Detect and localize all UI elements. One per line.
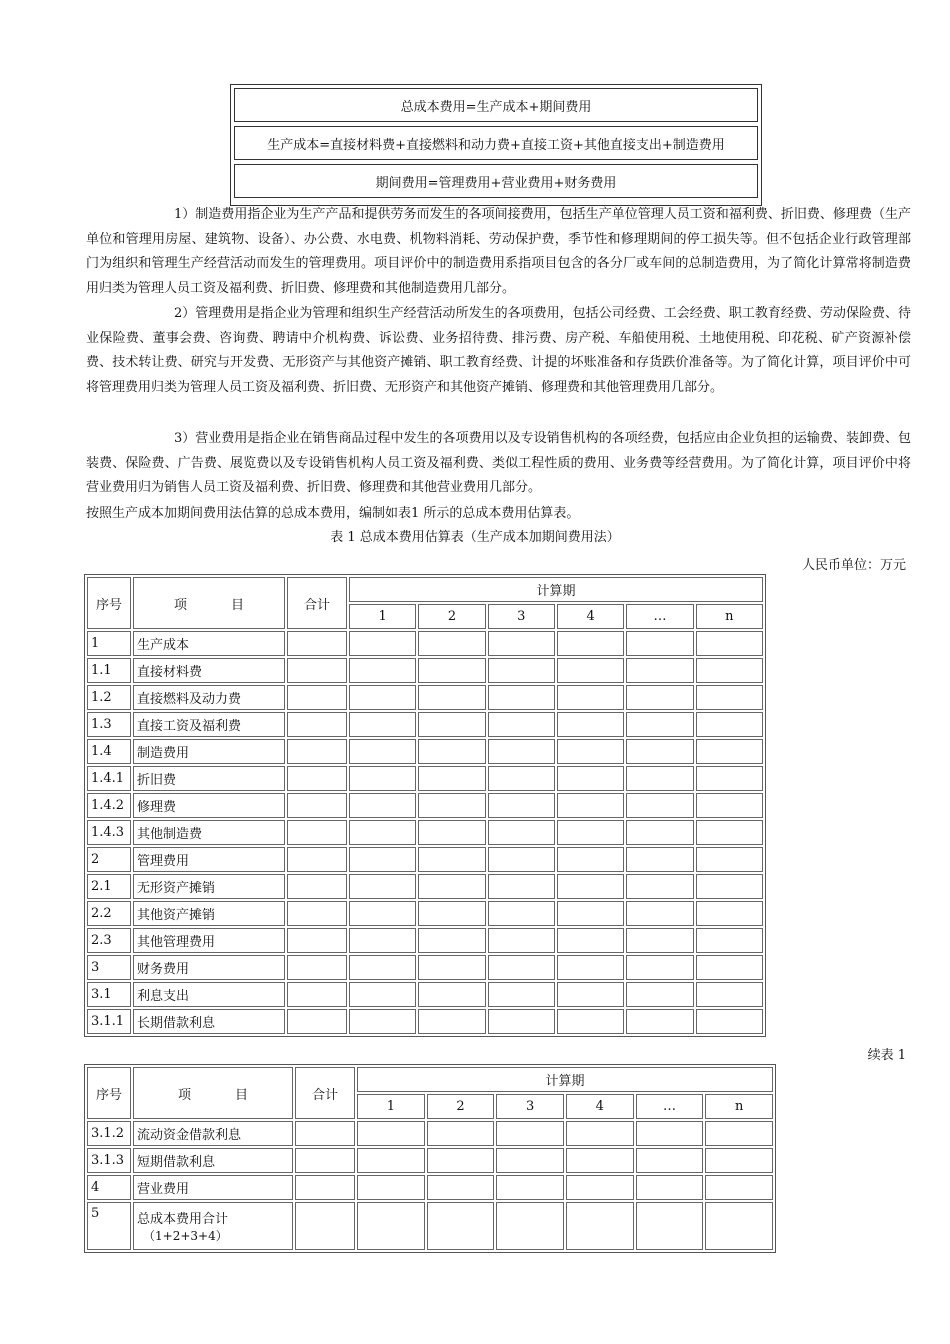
row-period-cell — [557, 658, 624, 683]
table-row — [87, 928, 763, 953]
paragraph-table-intro: 按照生产成本加期间费用法估算的总成本费用，编制如表1 所示的总成本费用估算表。 — [86, 506, 580, 521]
row-period-cell — [626, 982, 693, 1007]
row-period-cell — [349, 928, 416, 953]
row-period-cell — [418, 1009, 485, 1034]
header-period-col: 3 — [496, 1094, 564, 1119]
row-item: 折旧费 — [133, 766, 285, 791]
row-period-cell — [696, 820, 763, 845]
row-item: 利息支出 — [133, 982, 285, 1007]
row-item: 管理费用 — [133, 847, 285, 872]
row-period-cell — [488, 982, 555, 1007]
row-total-cell — [287, 901, 347, 926]
header-item: 项 目 — [133, 577, 285, 629]
table-row — [87, 1175, 773, 1200]
row-period-cell — [626, 631, 693, 656]
row-total-cell — [287, 739, 347, 764]
formula-period-cost: 期间费用=管理费用+营业费用+财务费用 — [234, 164, 758, 198]
row-period-cell — [696, 955, 763, 980]
row-period-cell — [496, 1175, 564, 1200]
table-row — [87, 874, 763, 899]
row-period-cell — [626, 928, 693, 953]
unit-label: 人民币单位：万元 — [801, 558, 906, 573]
row-total-cell — [287, 685, 347, 710]
row-total-cell — [287, 820, 347, 845]
row-period-cell — [626, 766, 693, 791]
row-seq: 2 — [87, 847, 131, 872]
row-total-cell — [295, 1202, 355, 1250]
row-item: 其他管理费用 — [133, 928, 285, 953]
row-period-cell — [626, 793, 693, 818]
row-period-cell — [626, 739, 693, 764]
row-period-cell — [696, 631, 763, 656]
row-period-cell — [488, 793, 555, 818]
row-period-cell — [488, 631, 555, 656]
row-item: 无形资产摊销 — [133, 874, 285, 899]
row-seq: 4 — [87, 1175, 131, 1200]
row-period-cell — [636, 1121, 704, 1146]
row-seq: 2.1 — [87, 874, 131, 899]
table-row — [87, 658, 763, 683]
table-row — [87, 1009, 763, 1034]
row-period-cell — [626, 847, 693, 872]
row-seq: 3.1 — [87, 982, 131, 1007]
formula-box — [230, 84, 762, 206]
row-total-cell — [287, 955, 347, 980]
header-period-col: 3 — [488, 604, 555, 629]
row-seq: 1 — [87, 631, 131, 656]
row-period-cell — [418, 631, 485, 656]
row-period-cell — [557, 685, 624, 710]
row-period-cell — [418, 739, 485, 764]
row-period-cell — [626, 820, 693, 845]
row-period-cell — [349, 658, 416, 683]
header-period-col: … — [626, 604, 693, 629]
row-period-cell — [418, 685, 485, 710]
table-row — [87, 1202, 773, 1250]
row-period-cell — [349, 901, 416, 926]
row-period-cell — [557, 847, 624, 872]
table-row — [87, 982, 763, 1007]
table-caption: 表 1 总成本费用估算表（生产成本加期间费用法） — [330, 530, 620, 545]
row-period-cell — [488, 874, 555, 899]
row-item — [133, 1202, 293, 1250]
row-period-cell — [696, 793, 763, 818]
row-period-cell — [557, 739, 624, 764]
row-item: 短期借款利息 — [133, 1148, 293, 1173]
row-period-cell — [418, 928, 485, 953]
row-period-cell — [696, 658, 763, 683]
row-total-cell — [287, 793, 347, 818]
row-period-cell — [705, 1175, 773, 1200]
table-row — [87, 685, 763, 710]
header-period-col: 2 — [427, 1094, 495, 1119]
table-row — [87, 631, 763, 656]
row-period-cell — [636, 1175, 704, 1200]
row-item: 流动资金借款利息 — [133, 1121, 293, 1146]
row-period-cell — [488, 685, 555, 710]
row-period-cell — [357, 1202, 425, 1250]
row-period-cell — [566, 1121, 634, 1146]
cost-estimate-table-continued — [84, 1064, 776, 1253]
row-period-cell — [488, 712, 555, 737]
paragraph-management-cost: 2）管理费用是指企业为管理和组织生产经营活动所发生的各项费用，包括公司经费、工会经费、职工教育经费、劳动保险费、待业保险费、董事会费、咨询费、聘请中介机构费、诉讼费、业务招待费、排污费、房产税、车船使用税、土地使用税、印花税、矿产资源补偿费、技术转让费、研究与开发费、无形资产与其他资产摊销、职工教育经费、计提的坏账准备和存货跌价准备等。为了简化计算，项目评价中可将管理费用归类为管理人员工资及福利费、折旧费、无形资产和其他资产摊销、修理费和其他管理费用几部分。 — [86, 306, 911, 395]
row-period-cell — [696, 685, 763, 710]
row-period-cell — [496, 1148, 564, 1173]
row-total-cell — [287, 847, 347, 872]
row-item: 长期借款利息 — [133, 1009, 285, 1034]
row-period-cell — [418, 982, 485, 1007]
row-period-cell — [418, 793, 485, 818]
header-period: 计算期 — [357, 1067, 773, 1092]
row-period-cell — [418, 658, 485, 683]
row-period-cell — [357, 1148, 425, 1173]
row-period-cell — [357, 1121, 425, 1146]
header-total: 合计 — [295, 1067, 355, 1119]
row-seq: 3.1.3 — [87, 1148, 131, 1173]
row-total-cell — [287, 631, 347, 656]
row-period-cell — [427, 1121, 495, 1146]
row-total-cell — [287, 658, 347, 683]
table-row — [87, 739, 763, 764]
row-period-cell — [557, 1009, 624, 1034]
row-total-cell — [287, 766, 347, 791]
row-item: 营业费用 — [133, 1175, 293, 1200]
row-total-cell — [295, 1175, 355, 1200]
row-period-cell — [349, 793, 416, 818]
row-period-cell — [488, 766, 555, 791]
table-row — [87, 712, 763, 737]
row-period-cell — [696, 847, 763, 872]
row-item-label: 总成本费用合计 — [137, 1212, 229, 1227]
row-period-cell — [427, 1202, 495, 1250]
row-period-cell — [418, 955, 485, 980]
paragraph-manufacturing-cost: 1）制造费用指企业为生产产品和提供劳务而发生的各项间接费用，包括生产单位管理人员工资和福利费、折旧费、修理费（生产单位和管理用房屋、建筑物、设备）、办公费、水电费、机物料消耗、劳动保护费，季节性和修理期间的停工损失等。但不包括企业行政管理部门为组织和管理生产经营活动而发生的管理费用。项目评价中的制造费用系指项目包含的各分厂或车间的总制造费用，为了简化计算常将制造费用归类为管理人员工资及福利费、折旧费、修理费和其他制造费用几部分。 — [86, 207, 911, 296]
row-seq: 3.1.2 — [87, 1121, 131, 1146]
row-period-cell — [349, 685, 416, 710]
continued-label: 续表 1 — [867, 1048, 906, 1063]
formula-total-cost: 总成本费用=生产成本+期间费用 — [234, 88, 758, 122]
header-period-col: 1 — [349, 604, 416, 629]
row-seq: 3.1.1 — [87, 1009, 131, 1034]
header-total: 合计 — [287, 577, 347, 629]
row-period-cell — [557, 631, 624, 656]
row-period-cell — [349, 847, 416, 872]
row-total-cell — [287, 928, 347, 953]
row-period-cell — [566, 1202, 634, 1250]
row-period-cell — [626, 901, 693, 926]
row-seq: 3 — [87, 955, 131, 980]
row-period-cell — [696, 1009, 763, 1034]
cost-estimate-table — [84, 574, 766, 1037]
row-seq: 1.4.2 — [87, 793, 131, 818]
row-period-cell — [496, 1202, 564, 1250]
row-period-cell — [705, 1148, 773, 1173]
row-seq: 1.3 — [87, 712, 131, 737]
row-item: 其他资产摊销 — [133, 901, 285, 926]
header-period-col: 1 — [357, 1094, 425, 1119]
header-period-col: 2 — [418, 604, 485, 629]
row-total-cell — [287, 1009, 347, 1034]
row-period-cell — [488, 847, 555, 872]
row-period-cell — [636, 1148, 704, 1173]
row-period-cell — [557, 928, 624, 953]
header-period-col: 4 — [557, 604, 624, 629]
row-period-cell — [566, 1148, 634, 1173]
row-total-cell — [295, 1148, 355, 1173]
row-period-cell — [488, 658, 555, 683]
table-row — [87, 901, 763, 926]
row-period-cell — [696, 766, 763, 791]
row-total-cell — [287, 712, 347, 737]
row-period-cell — [488, 928, 555, 953]
table-row — [87, 820, 763, 845]
row-period-cell — [488, 1009, 555, 1034]
row-period-cell — [557, 766, 624, 791]
row-period-cell — [349, 982, 416, 1007]
header-period-col: … — [636, 1094, 704, 1119]
row-seq: 1.4.3 — [87, 820, 131, 845]
row-period-cell — [626, 955, 693, 980]
header-period-col: n — [705, 1094, 773, 1119]
table-row — [87, 1121, 773, 1146]
row-period-cell — [626, 685, 693, 710]
row-period-cell — [349, 1009, 416, 1034]
row-total-cell — [295, 1121, 355, 1146]
row-period-cell — [488, 901, 555, 926]
row-item: 修理费 — [133, 793, 285, 818]
header-item: 项 目 — [133, 1067, 293, 1119]
paragraph-sales-cost: 3）营业费用是指企业在销售商品过程中发生的各项费用以及专设销售机构的各项经费，包括应由企业负担的运输费、装卸费、包装费、保险费、广告费、展览费以及专设销售机构人员工资及福利费、类似工程性质的费用、业务费等经营费用。为了简化计算，项目评价中将营业费用归为销售人员工资及福利费、折旧费、修理费和其他营业费用几部分。 — [86, 431, 911, 495]
header-period-col: n — [696, 604, 763, 629]
formula-production-cost: 生产成本=直接材料费+直接燃料和动力费+直接工资+其他直接支出+制造费用 — [234, 126, 758, 160]
row-period-cell — [488, 955, 555, 980]
row-period-cell — [349, 874, 416, 899]
row-period-cell — [418, 766, 485, 791]
row-seq: 2.3 — [87, 928, 131, 953]
row-period-cell — [349, 955, 416, 980]
table-row — [87, 793, 763, 818]
header-seq: 序号 — [87, 1067, 131, 1119]
row-period-cell — [626, 658, 693, 683]
row-period-cell — [636, 1202, 704, 1250]
row-period-cell — [418, 901, 485, 926]
row-period-cell — [557, 982, 624, 1007]
row-period-cell — [496, 1121, 564, 1146]
row-item: 生产成本 — [133, 631, 285, 656]
row-item: 直接工资及福利费 — [133, 712, 285, 737]
row-period-cell — [349, 766, 416, 791]
row-total-cell — [287, 874, 347, 899]
row-period-cell — [696, 712, 763, 737]
table-row — [87, 766, 763, 791]
row-period-cell — [557, 874, 624, 899]
row-period-cell — [557, 901, 624, 926]
row-period-cell — [349, 712, 416, 737]
row-period-cell — [626, 874, 693, 899]
row-period-cell — [418, 712, 485, 737]
row-period-cell — [488, 820, 555, 845]
row-period-cell — [557, 712, 624, 737]
table-row — [87, 955, 763, 980]
row-period-cell — [357, 1175, 425, 1200]
row-seq: 1.4 — [87, 739, 131, 764]
row-period-cell — [696, 739, 763, 764]
row-period-cell — [696, 901, 763, 926]
row-period-cell — [349, 820, 416, 845]
row-item: 直接燃料及动力费 — [133, 685, 285, 710]
row-period-cell — [418, 820, 485, 845]
row-period-cell — [626, 712, 693, 737]
row-seq: 1.2 — [87, 685, 131, 710]
row-seq: 2.2 — [87, 901, 131, 926]
header-period-col: 4 — [566, 1094, 634, 1119]
row-seq: 1.4.1 — [87, 766, 131, 791]
header-period: 计算期 — [349, 577, 763, 602]
row-period-cell — [696, 874, 763, 899]
row-period-cell — [418, 847, 485, 872]
header-seq: 序号 — [87, 577, 131, 629]
table-row — [87, 847, 763, 872]
row-period-cell — [349, 631, 416, 656]
row-period-cell — [696, 928, 763, 953]
row-seq: 1.1 — [87, 658, 131, 683]
row-period-cell — [626, 1009, 693, 1034]
row-period-cell — [557, 820, 624, 845]
row-item: 制造费用 — [133, 739, 285, 764]
row-period-cell — [418, 874, 485, 899]
row-period-cell — [705, 1121, 773, 1146]
row-seq: 5 — [87, 1202, 131, 1250]
row-period-cell — [566, 1175, 634, 1200]
row-period-cell — [488, 739, 555, 764]
row-period-cell — [696, 982, 763, 1007]
row-period-cell — [705, 1202, 773, 1250]
row-total-cell — [287, 982, 347, 1007]
row-period-cell — [557, 955, 624, 980]
table-row — [87, 1148, 773, 1173]
row-item: 财务费用 — [133, 955, 285, 980]
row-period-cell — [427, 1148, 495, 1173]
row-period-cell — [349, 739, 416, 764]
row-period-cell — [557, 793, 624, 818]
row-item: 直接材料费 — [133, 658, 285, 683]
row-period-cell — [427, 1175, 495, 1200]
row-item-note: （1+2+3+4） — [143, 1229, 228, 1243]
row-item: 其他制造费 — [133, 820, 285, 845]
